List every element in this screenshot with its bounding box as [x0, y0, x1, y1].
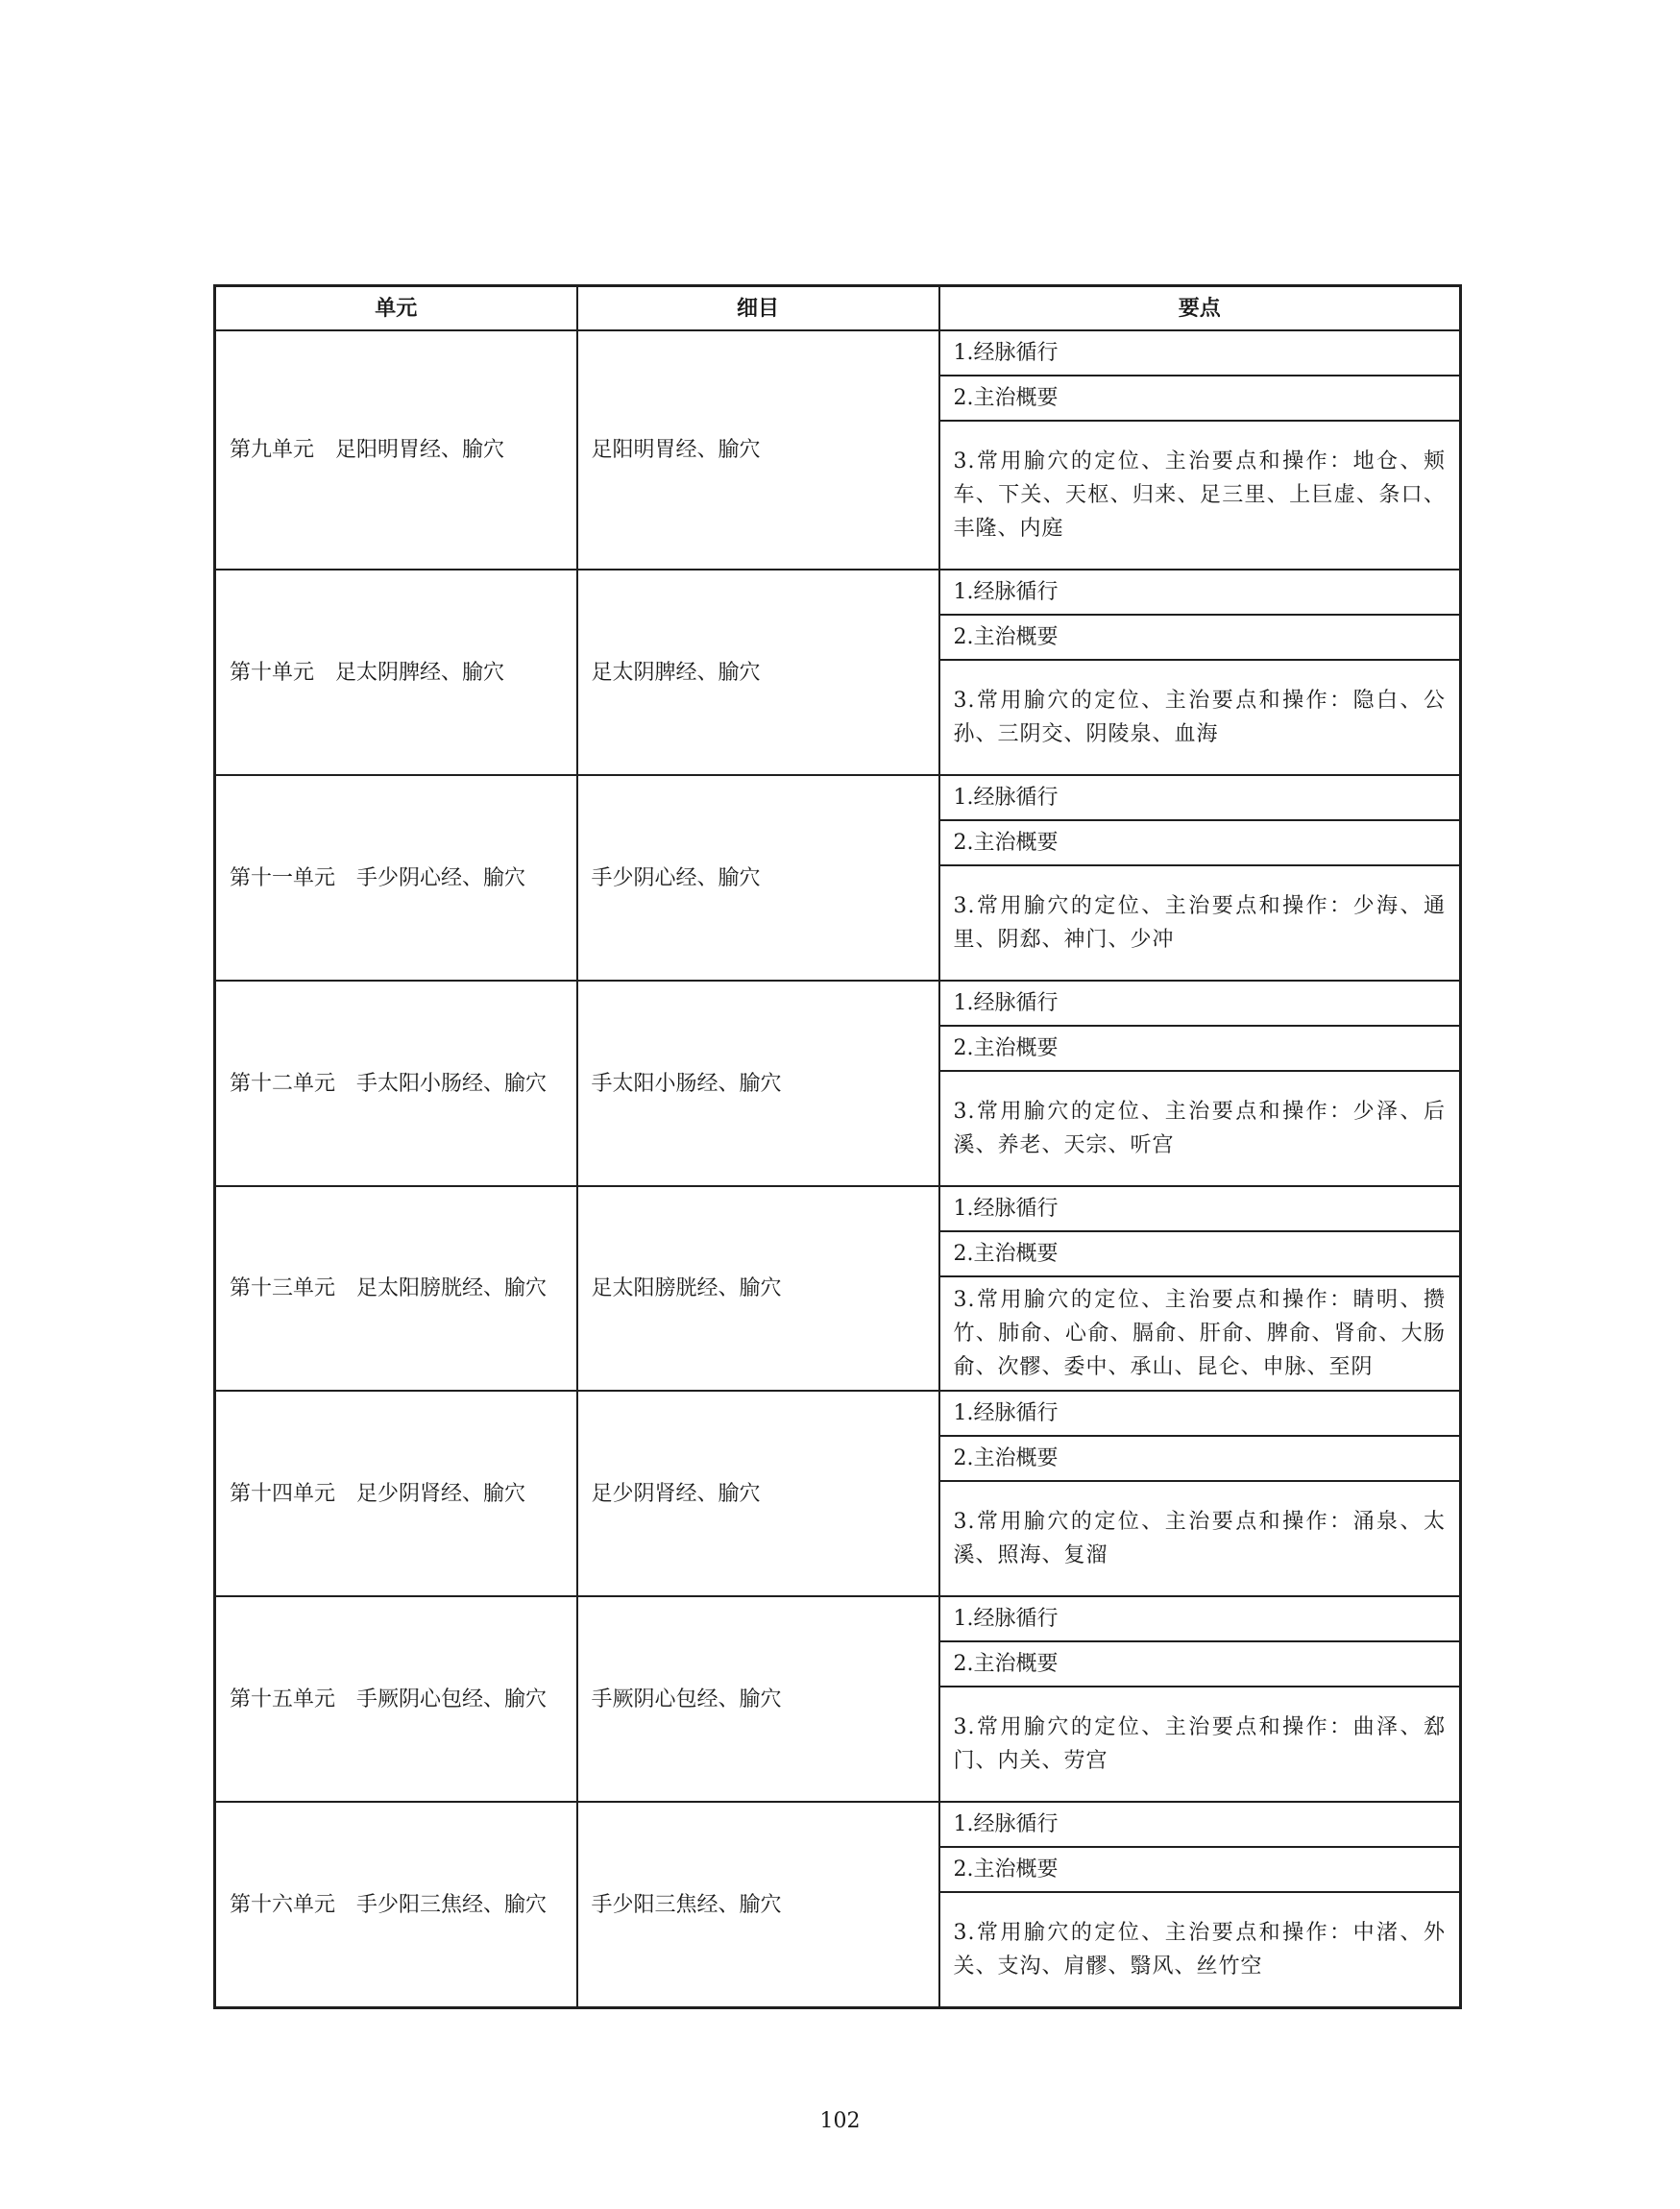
unit-cell: 第十二单元 手太阳小肠经、腧穴 — [215, 981, 577, 1186]
point-cell: 3.常用腧穴的定位、主治要点和操作：地仓、颊车、下关、天枢、归来、足三里、上巨虚、条口、丰隆、内庭 — [939, 421, 1461, 570]
point-cell: 1.经脉循行 — [939, 1391, 1461, 1436]
point-cell: 1.经脉循行 — [939, 570, 1461, 615]
page-number: 102 — [819, 2109, 861, 2133]
table-header-row — [215, 286, 1461, 331]
table-body — [215, 330, 1461, 2008]
table-row — [215, 775, 1461, 820]
point-cell: 2.主治概要 — [939, 1231, 1461, 1276]
unit-cell: 第十四单元 足少阴肾经、腧穴 — [215, 1391, 577, 1596]
unit-cell: 第九单元 足阳明胃经、腧穴 — [215, 330, 577, 570]
point-cell: 3.常用腧穴的定位、主治要点和操作：中渚、外关、支沟、肩髎、翳风、丝竹空 — [939, 1892, 1461, 2008]
table-row — [215, 570, 1461, 615]
table-row — [215, 1802, 1461, 1847]
syllabus-table — [213, 284, 1462, 2009]
header-item: 细目 — [577, 286, 939, 331]
point-cell: 2.主治概要 — [939, 376, 1461, 421]
point-cell: 2.主治概要 — [939, 1641, 1461, 1687]
point-cell: 3.常用腧穴的定位、主治要点和操作：少海、通里、阴郄、神门、少冲 — [939, 865, 1461, 981]
item-cell: 足太阴脾经、腧穴 — [577, 570, 939, 775]
point-cell: 2.主治概要 — [939, 820, 1461, 865]
point-cell: 1.经脉循行 — [939, 1186, 1461, 1231]
table-row — [215, 1391, 1461, 1436]
point-cell: 2.主治概要 — [939, 1847, 1461, 1892]
table-row — [215, 330, 1461, 376]
table-row — [215, 1596, 1461, 1641]
header-unit: 单元 — [215, 286, 577, 331]
point-cell: 3.常用腧穴的定位、主治要点和操作：隐白、公孙、三阴交、阴陵泉、血海 — [939, 660, 1461, 775]
unit-cell: 第十单元 足太阴脾经、腧穴 — [215, 570, 577, 775]
point-cell: 2.主治概要 — [939, 1436, 1461, 1481]
header-points: 要点 — [939, 286, 1461, 331]
unit-cell: 第十一单元 手少阴心经、腧穴 — [215, 775, 577, 981]
table-row — [215, 981, 1461, 1026]
item-cell: 手厥阴心包经、腧穴 — [577, 1596, 939, 1802]
point-cell: 3.常用腧穴的定位、主治要点和操作：涌泉、太溪、照海、复溜 — [939, 1481, 1461, 1596]
point-cell: 3.常用腧穴的定位、主治要点和操作：曲泽、郄门、内关、劳宫 — [939, 1687, 1461, 1802]
item-cell: 足阳明胃经、腧穴 — [577, 330, 939, 570]
point-cell: 1.经脉循行 — [939, 1802, 1461, 1847]
point-cell: 1.经脉循行 — [939, 1596, 1461, 1641]
table-row — [215, 1186, 1461, 1231]
point-cell: 1.经脉循行 — [939, 981, 1461, 1026]
item-cell: 手少阳三焦经、腧穴 — [577, 1802, 939, 2008]
point-cell: 3.常用腧穴的定位、主治要点和操作：睛明、攒竹、肺俞、心俞、膈俞、肝俞、脾俞、肾俞、大肠俞、次髎、委中、承山、昆仑、申脉、至阴 — [939, 1276, 1461, 1391]
point-cell: 3.常用腧穴的定位、主治要点和操作：少泽、后溪、养老、天宗、听宫 — [939, 1071, 1461, 1186]
item-cell: 足少阴肾经、腧穴 — [577, 1391, 939, 1596]
unit-cell: 第十五单元 手厥阴心包经、腧穴 — [215, 1596, 577, 1802]
point-cell: 2.主治概要 — [939, 615, 1461, 660]
item-cell: 手少阴心经、腧穴 — [577, 775, 939, 981]
item-cell: 足太阳膀胱经、腧穴 — [577, 1186, 939, 1391]
item-cell: 手太阳小肠经、腧穴 — [577, 981, 939, 1186]
unit-cell: 第十三单元 足太阳膀胱经、腧穴 — [215, 1186, 577, 1391]
unit-cell: 第十六单元 手少阳三焦经、腧穴 — [215, 1802, 577, 2008]
point-cell: 1.经脉循行 — [939, 775, 1461, 820]
point-cell: 2.主治概要 — [939, 1026, 1461, 1071]
point-cell: 1.经脉循行 — [939, 330, 1461, 376]
